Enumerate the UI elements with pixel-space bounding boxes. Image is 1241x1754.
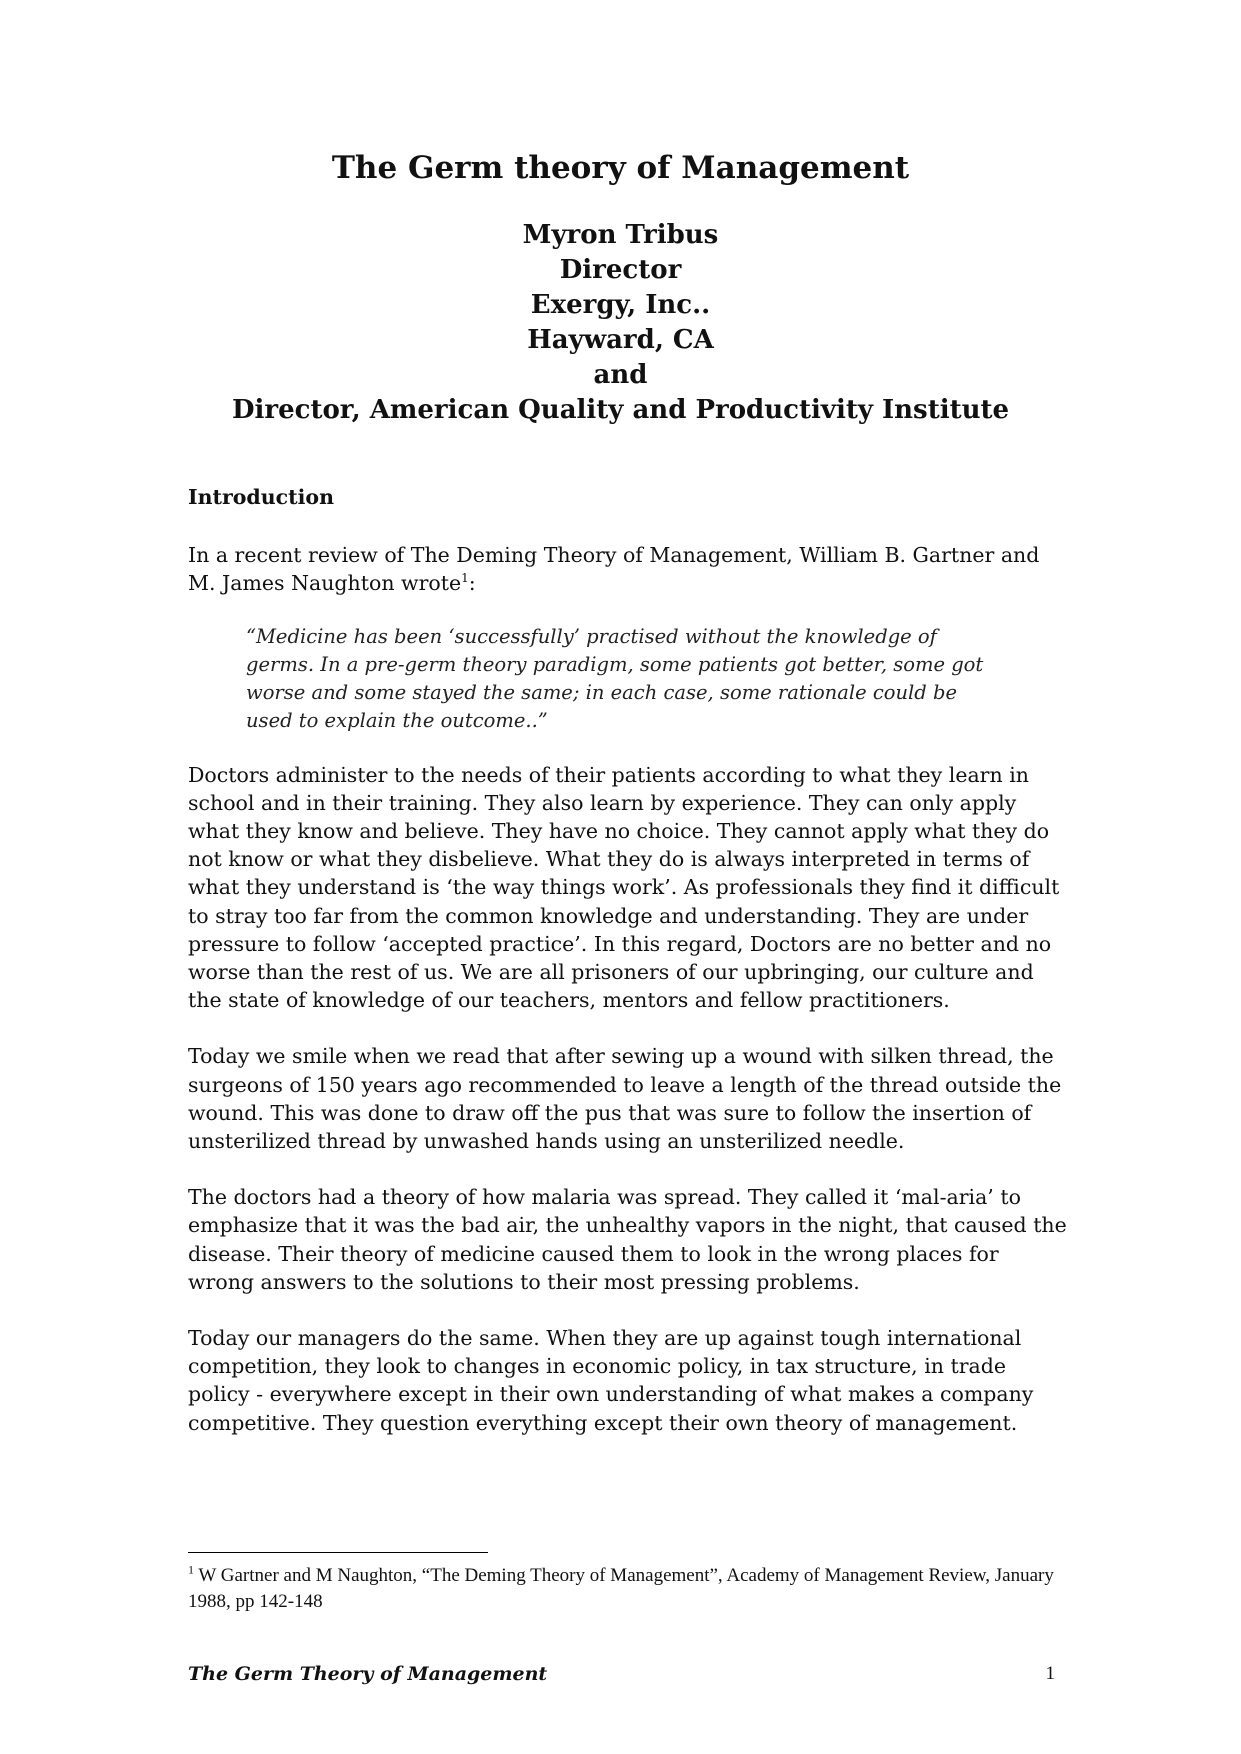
document-body: [188, 483, 1068, 1465]
document-title: The Germ theory of Management: [331, 150, 910, 186]
author-conjunction: and: [593, 360, 648, 390]
footnote-text: W Gartner and M Naughton, “The Deming Theory of Management”, Academy of Management Review, January 1988, pp 142-148: [188, 1565, 1054, 1612]
section-heading: Introduction: [188, 485, 334, 509]
footnote-divider: [188, 1552, 488, 1553]
body-paragraph: Today our managers do the same. When they are up against tough international competition, they look to changes in economic policy, in tax structure, in trade policy - everywhere except in their own understanding of what makes a company competitive. They question everything except their own theory of management.: [188, 1326, 1034, 1435]
author-location: Hayward, CA: [527, 325, 714, 355]
page-number: 1: [1045, 1663, 1055, 1684]
footnote-marker: 1: [188, 1562, 194, 1577]
author-block: [0, 218, 1241, 428]
block-quote: “Medicine has been ‘successfully’ practised without the knowledge of germs. In a pre-germ theory paradigm, some patients got better, some got worse and some stayed the same; in each case, some rationale could be used to explain the outcome..”: [246, 625, 984, 732]
body-paragraph: Doctors administer to the needs of their patients according to what they learn in school and in their training. They also learn by experience. They can only apply what they know and believe. They have no choice. They cannot apply what they do not know or what they disbelieve. What they do is always interpreted in terms of what they understand is ‘the way things work’. As professionals they find it difficult to stray too far from the common knowledge and understanding. They are under pressure to follow ‘accepted practice’. In this regard, Doctors are no better and no worse than the rest of us. We are all prisoners of our upbringing, our culture and the state of knowledge of our teachers, mentors and fellow practitioners.: [188, 762, 1060, 1013]
author-role: Director: [559, 255, 682, 285]
footnote: [188, 1563, 1068, 1615]
author-name: Myron Tribus: [522, 220, 719, 250]
intro-paragraph: [188, 541, 1068, 597]
intro-text: In a recent review of The Deming Theory of Management, William B. Gartner and M. James Naughton wrote: [188, 543, 1040, 596]
body-paragraph: Today we smile when we read that after sewing up a wound with silken thread, the surgeons of 150 years ago recommended to leave a length of the thread outside the wound. This was done to draw off the pus that was sure to follow the insertion of unsterilized thread by unwashed hands using an unsterilized needle.: [188, 1044, 1062, 1154]
author-second-affiliation: Director, American Quality and Productivity Institute: [231, 395, 1010, 425]
body-paragraph: The doctors had a theory of how malaria was spread. They called it ‘mal-aria’ to emphasize that it was the bad air, the unhealthy vapors in the night, that caused the disease. Their theory of medicine caused them to look in the wrong places for wrong answers to the solutions to their most pressing problems.: [188, 1185, 1067, 1294]
running-footer-title: The Germ Theory of Management: [188, 1663, 548, 1685]
author-organization: Exergy, Inc..: [530, 290, 711, 320]
intro-suffix: :: [468, 571, 476, 596]
footnote-reference[interactable]: 1: [461, 571, 469, 586]
